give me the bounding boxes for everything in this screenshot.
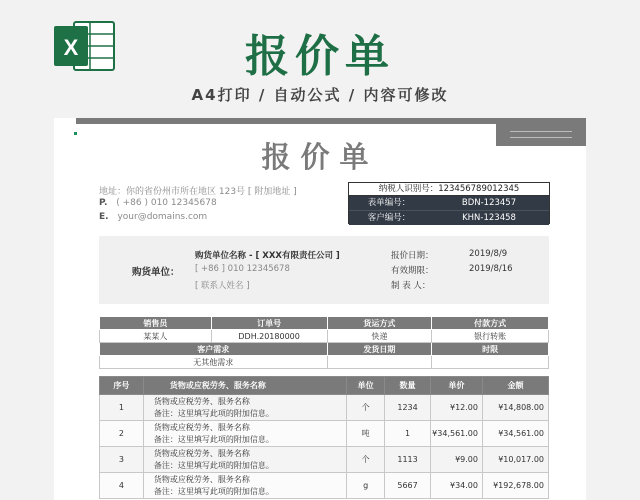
item-name: 货物或应税劳务、服务名称 [153,448,250,458]
col-header: 单位 [347,377,385,395]
phone-value: ( +86 ) 010 12345678 [116,198,217,208]
item-no: 4 [100,473,144,499]
buyer-contact: [ 联系人姓名 ] [195,281,250,291]
valid-date: 2019/8/16 [469,264,513,274]
tax-id: 纳税人识别号：123456789012345 [349,183,549,196]
email-value: your@domains.com [117,212,208,222]
item-qty: 1 [385,421,431,447]
item-no: 3 [100,447,144,473]
col-header: 客户需求 [100,343,328,356]
time-limit [432,356,549,369]
customer-no-row [349,210,549,225]
item-name: 货物或应税劳务、服务名称 [153,474,250,484]
order-info-table [99,316,549,369]
item-desc [143,473,346,499]
svg-text:X: X [63,35,79,60]
item-unit: 个 [347,395,385,421]
shipping-method: 快递 [327,330,432,343]
sheet-title: 报价单 [261,140,379,174]
item-desc [143,447,346,473]
banner-title: 报价单 [245,31,395,82]
item-price: ¥34.00 [431,473,483,499]
table-row[interactable] [100,421,549,447]
item-note: 备注：这里填写此项的附加信息。 [153,460,274,470]
form-no-value: BDN-123457 [461,198,517,208]
item-note: 备注：这里填写此项的附加信息。 [153,434,274,444]
items-table [99,376,549,499]
buyer-name: 购货单位名称 - [ XXX有限责任公司 ] [195,251,340,261]
table-row[interactable] [100,447,549,473]
item-price: ¥12.00 [431,395,483,421]
col-header: 付款方式 [432,317,549,330]
item-unit: 个 [347,447,385,473]
item-name: 货物或应税劳务、服务名称 [153,422,250,432]
col-header: 数量 [385,377,431,395]
buyer-section [99,236,549,304]
order-no: DDH.20180000 [211,330,327,343]
col-header: 发货日期 [327,343,432,356]
email-label: E. [99,212,109,222]
address: 地址：你的省份州市所在地区 123号 [ 附加地址 ] [99,187,297,197]
quote-date: 2019/8/9 [469,249,508,259]
col-header: 金额 [482,377,548,395]
item-price: ¥34,561.00 [431,421,483,447]
col-header: 销售员 [100,317,212,330]
form-no-row [349,196,549,210]
item-unit: g [347,473,385,499]
ship-date [327,356,432,369]
col-header: 订单号 [211,317,327,330]
customer-no-label: 客户编号： [367,213,411,223]
col-header: 货物或应税劳务、服务名称 [143,377,346,395]
maker-label: 制 表 人： [391,281,431,291]
col-header: 单价 [431,377,483,395]
phone-line [99,198,217,208]
table-row[interactable] [100,473,549,499]
valid-date-label: 有效期限： [391,266,434,276]
item-unit: 吨 [347,421,385,447]
email-line [99,212,207,222]
tax-box [348,182,550,224]
item-no: 1 [100,395,144,421]
col-header: 货运方式 [327,317,432,330]
customer-needs: 无其他需求 [100,356,328,369]
col-header: 时限 [432,343,549,356]
buyer-phone: [ +86 ] 010 12345678 [195,264,290,274]
item-name: 货物或应税劳务、服务名称 [153,396,250,406]
col-header: 序号 [100,377,144,395]
salesperson: 某某人 [100,330,212,343]
form-no-label: 表单编号： [367,198,411,208]
item-amount: ¥14,808.00 [482,395,548,421]
payment-method: 银行转账 [432,330,549,343]
quote-sheet [54,118,586,500]
customer-no-value: KHN-123458 [462,213,516,223]
item-amount: ¥34,561.00 [482,421,548,447]
banner-subtitle: A4打印 / 自动公式 / 内容可修改 [191,86,449,104]
table-row[interactable] [100,395,549,421]
item-no: 2 [100,421,144,447]
item-qty: 1113 [385,447,431,473]
item-price: ¥9.00 [431,447,483,473]
item-note: 备注：这里填写此项的附加信息。 [153,408,274,418]
phone-label: P. [99,198,108,208]
item-amount: ¥192,678.00 [482,473,548,499]
item-amount: ¥10,017.00 [482,447,548,473]
item-qty: 1234 [385,395,431,421]
banner [0,0,640,118]
item-qty: 5667 [385,473,431,499]
item-desc [143,421,346,447]
item-desc [143,395,346,421]
quote-date-label: 报价日期： [391,251,434,261]
buyer-label: 购货单位： [132,267,180,278]
item-note: 备注：这里填写此项的附加信息。 [153,486,274,496]
